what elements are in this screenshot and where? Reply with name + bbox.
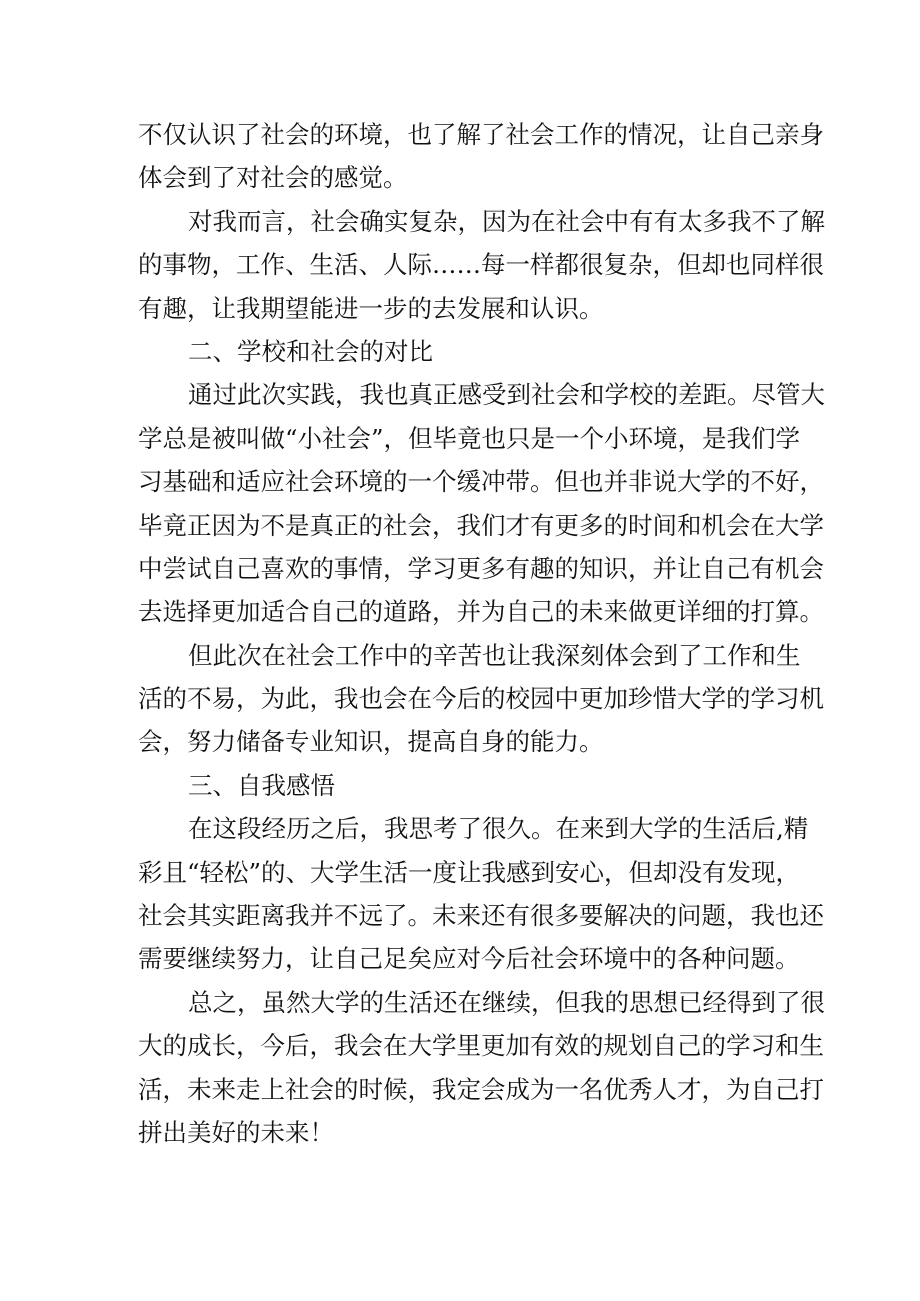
paragraph-line: 学总是被叫做“小社会”，但毕竟也只是一个小环境，是我们学	[138, 423, 801, 453]
paragraph-line: 中尝试自己喜欢的事情，学习更多有趣的知识，并让自己有机会	[138, 553, 824, 583]
paragraph-line: 毕竟正因为不是真正的社会，我们才有更多的时间和机会在大学	[138, 510, 824, 540]
paragraph-line: 会，努力储备专业知识，提高自身的能力。	[138, 727, 604, 757]
paragraph-line: 体会到了对社会的感觉。	[138, 163, 408, 193]
paragraph-line: 去选择更加适合自己的道路，并为自己的未来做更详细的打算。	[138, 597, 824, 627]
paragraph-line: 需要继续努力，让自己足矣应对今后社会环境中的各种问题。	[138, 944, 800, 974]
section-heading: 二、学校和社会的对比	[188, 336, 433, 366]
paragraph-line: 彩且“轻松”的、大学生活一度让我感到安心，但却没有发现，	[138, 857, 801, 887]
document-body	[138, 113, 825, 1154]
paragraph-line: 拼出美好的未来！	[138, 1117, 334, 1147]
paragraph-line: 但此次在社会工作中的辛苦也让我深刻体会到了工作和生	[188, 640, 801, 670]
section-heading: 三、自我感悟	[188, 770, 335, 800]
paragraph-line: 总之，虽然大学的生活还在继续，但我的思想已经得到了很	[188, 987, 825, 1017]
paragraph-line: 社会其实距离我并不远了。未来还有很多要解决的问题，我也还	[138, 901, 824, 931]
paragraph-line: 习基础和适应社会环境的一个缓冲带。但也并非说大学的不好，	[138, 467, 824, 497]
paragraph-line: 的事物，工作、生活、人际……每一样都很复杂，但却也同样很	[138, 250, 824, 280]
paragraph-line: 活的不易，为此，我也会在今后的校园中更加珍惜大学的学习机	[138, 684, 824, 714]
paragraph-line: 通过此次实践，我也真正感受到社会和学校的差距。尽管大	[188, 380, 825, 410]
paragraph-line: 有趣，让我期望能进一步的去发展和认识。	[138, 293, 604, 323]
paragraph-line: 大的成长，今后，我会在大学里更加有效的规划自己的学习和生	[138, 1031, 824, 1061]
paragraph-line: 活，未来走上社会的时候，我定会成为一名优秀人才，为自己打	[138, 1074, 824, 1104]
paragraph-line: 不仅认识了社会的环境，也了解了社会工作的情况，让自己亲身	[138, 120, 824, 149]
paragraph-line: 对我而言，社会确实复杂，因为在社会中有有太多我不了解	[188, 206, 825, 236]
paragraph-line: 在这段经历之后，我思考了很久。在来到大学的生活后,精	[188, 814, 809, 844]
